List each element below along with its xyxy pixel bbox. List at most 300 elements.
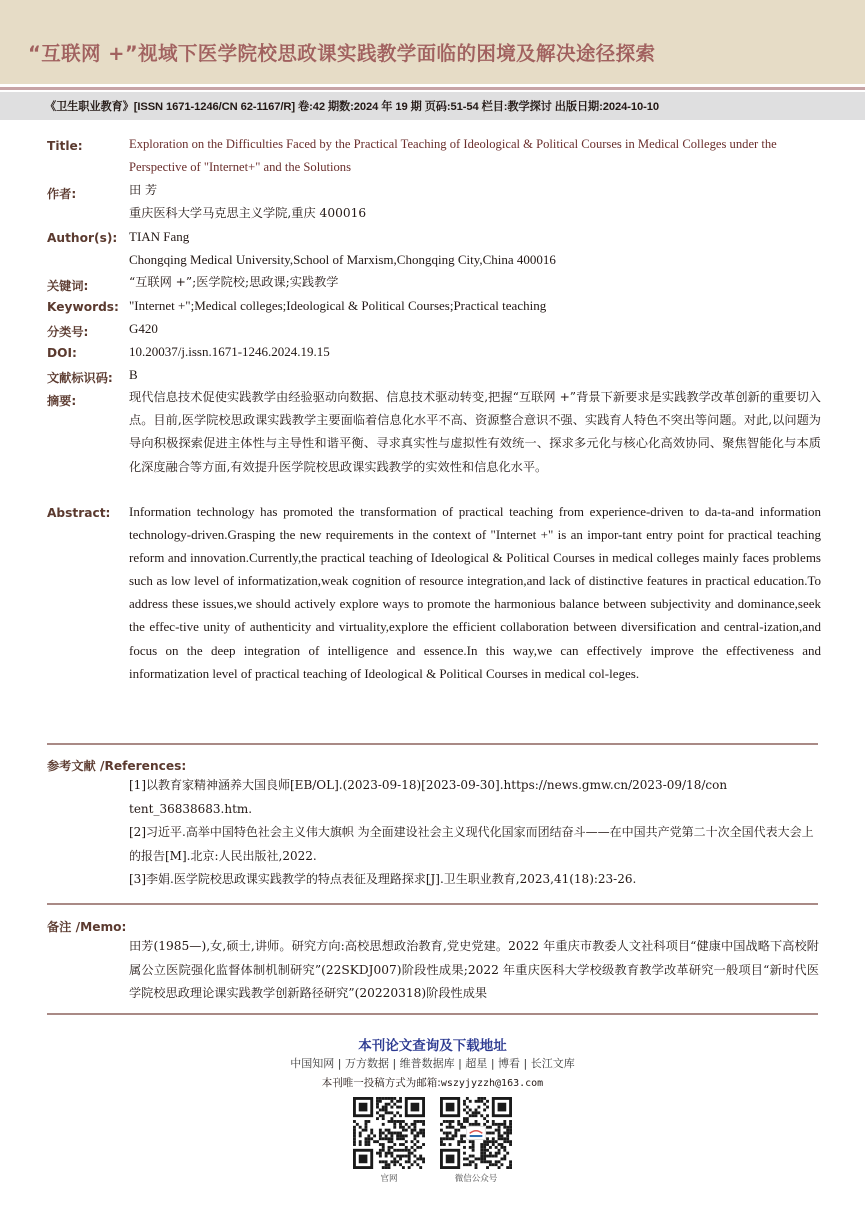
qr-module — [483, 1157, 486, 1160]
qr-module — [390, 1097, 393, 1100]
doi-value[interactable]: 10.20037/j.issn.1671-1246.2024.19.15 — [129, 344, 330, 359]
qr-module — [452, 1134, 455, 1137]
qr-module — [382, 1137, 385, 1140]
qr-module — [463, 1120, 466, 1123]
qr-module — [365, 1137, 368, 1140]
qr-module — [440, 1129, 443, 1132]
email-address[interactable]: wszyjyzzh@163.com — [440, 1078, 544, 1089]
qr-module — [475, 1123, 478, 1126]
qr-module — [463, 1100, 466, 1103]
qr-module — [475, 1100, 478, 1103]
qr-module — [509, 1129, 512, 1132]
keywords-en-value: "Internet +";Medical colleges;Ideological & Political Courses;Practical teaching — [129, 298, 547, 313]
footer-databases: 中国知网 | 万方数据 | 维普数据库 | 超星 | 博看 | 长江文库 — [290, 1057, 575, 1070]
qr-module — [388, 1140, 391, 1143]
qr-module — [402, 1134, 405, 1137]
qr-module — [469, 1109, 472, 1112]
qr-module — [475, 1120, 478, 1123]
article-title: “互联网 +”视域下医学院校思政课实践教学面临的困境及解决途径探索 — [28, 42, 656, 65]
qr-module — [411, 1146, 414, 1149]
qr-module — [373, 1134, 376, 1137]
qr-module — [446, 1134, 449, 1137]
qr-module — [390, 1146, 393, 1149]
qr-module — [388, 1146, 391, 1149]
qr-module — [399, 1149, 402, 1152]
qr-module — [390, 1132, 393, 1135]
qr-module — [498, 1132, 501, 1135]
qr-module — [483, 1097, 486, 1100]
qr-module — [503, 1123, 506, 1126]
qr-module — [353, 1143, 356, 1146]
qr-module — [486, 1155, 489, 1158]
qr-module — [498, 1166, 501, 1169]
qr-finder-center — [498, 1103, 507, 1112]
qr-module — [469, 1123, 472, 1126]
qr-module — [399, 1126, 402, 1129]
qr-module — [498, 1137, 501, 1140]
qr-module — [390, 1140, 393, 1143]
qr-module — [388, 1120, 391, 1123]
memo-label: 备注 /Memo: — [47, 920, 127, 934]
qr-module — [498, 1143, 501, 1146]
qr-module — [463, 1103, 466, 1106]
qr-module — [419, 1157, 422, 1160]
qr-module — [388, 1163, 391, 1166]
qr-module — [419, 1132, 422, 1135]
keywords-en-label: Keywords: — [47, 300, 119, 314]
qr-module — [492, 1163, 495, 1166]
qr-module — [483, 1123, 486, 1126]
qr-module — [500, 1134, 503, 1137]
qr-module — [495, 1129, 498, 1132]
qr-module — [460, 1134, 463, 1137]
qr-module — [353, 1140, 356, 1143]
qr-module — [379, 1160, 382, 1163]
qr-module — [385, 1106, 388, 1109]
qr-module — [472, 1140, 475, 1143]
qr-module — [399, 1123, 402, 1126]
footer-email-line — [0, 1075, 865, 1090]
qr-module — [500, 1123, 503, 1126]
qr-module — [396, 1120, 399, 1123]
qr-module — [495, 1160, 498, 1163]
qr-module — [413, 1120, 416, 1123]
qr-module — [385, 1109, 388, 1112]
qr-module — [353, 1134, 356, 1137]
qr-module — [382, 1117, 385, 1120]
qr-module — [405, 1155, 408, 1158]
qr-module — [379, 1155, 382, 1158]
qr-module — [393, 1123, 396, 1126]
qr-module — [466, 1106, 469, 1109]
qr-module — [385, 1163, 388, 1166]
qr-module — [440, 1143, 443, 1146]
qr-module — [388, 1103, 391, 1106]
author-zh-affiliation: 重庆医科大学马克思主义学院,重庆 400016 — [129, 206, 367, 220]
qr-module — [422, 1120, 425, 1123]
qr-module — [500, 1157, 503, 1160]
author-zh-label: 作者: — [47, 187, 77, 201]
qr-module — [472, 1146, 475, 1149]
qr-module — [503, 1149, 506, 1152]
qr-module — [408, 1160, 411, 1163]
qr-module — [390, 1117, 393, 1120]
qr-module — [396, 1100, 399, 1103]
author-en-name: TIAN Fang — [129, 229, 190, 244]
qr-module — [472, 1143, 475, 1146]
qr-module — [480, 1097, 483, 1100]
qr-module — [353, 1129, 356, 1132]
references-label: 参考文献 /References: — [47, 759, 187, 773]
qr-module — [365, 1140, 368, 1143]
qr-module — [411, 1163, 414, 1166]
qr-module — [390, 1111, 393, 1114]
qr-module — [367, 1120, 370, 1123]
reference-item: [3]李娟.医学院校思政课实践教学的特点表征及理路探求[J].卫生职业教育,2023,41(18):23-26. — [129, 872, 637, 886]
qr-module — [480, 1155, 483, 1158]
qr-module — [506, 1137, 509, 1140]
abstract-zh-label: 摘要: — [47, 394, 77, 408]
qr-module — [402, 1166, 405, 1169]
qr-module — [411, 1152, 414, 1155]
qr-module — [463, 1117, 466, 1120]
qr-module — [385, 1166, 388, 1169]
qr-module — [382, 1160, 385, 1163]
qr-module — [495, 1146, 498, 1149]
qr-code-icon — [353, 1097, 425, 1169]
qr-module — [396, 1149, 399, 1152]
keywords-zh-value: “互联网 +”;医学院校;思政课;实践教学 — [129, 275, 339, 289]
references-divider — [47, 743, 818, 745]
doi-label: DOI: — [47, 346, 77, 360]
qr-module — [365, 1129, 368, 1132]
qr-module — [376, 1097, 379, 1100]
author-en-label: Author(s): — [47, 231, 118, 245]
qr-module — [365, 1143, 368, 1146]
classification-value: G420 — [129, 321, 158, 336]
qr-module — [452, 1120, 455, 1123]
qr-module — [489, 1155, 492, 1158]
qr-module — [388, 1111, 391, 1114]
qr-module — [443, 1120, 446, 1123]
qr-module — [393, 1097, 396, 1100]
qr-module — [472, 1123, 475, 1126]
qr-module — [454, 1132, 457, 1135]
qr-module — [359, 1143, 362, 1146]
qr-module — [498, 1129, 501, 1132]
qr-module — [419, 1166, 422, 1169]
qr-module — [449, 1132, 452, 1135]
qr-module — [489, 1152, 492, 1155]
qr-module — [498, 1152, 501, 1155]
qr-module — [503, 1157, 506, 1160]
qr-module — [463, 1134, 466, 1137]
qr-module — [472, 1111, 475, 1114]
qr-module — [495, 1163, 498, 1166]
qr-module — [390, 1152, 393, 1155]
qr-module — [382, 1166, 385, 1169]
qr-module — [370, 1137, 373, 1140]
abstract-zh-value: 现代信息技术促使实践教学由经验驱动向数据、信息技术驱动转变,把握“互联网 +”背景下新要求是实践教学改革创新的重要切入点。目前,医学院校思政课实践教学主要面临着信息化水平不高、资源整合意识不强、实践育人特色不突出等问题。对此,以问题为导向积极探索促进主体性与主导性和谐平衡、寻求真实性与虚拟性有效统一、探求多元化与核心化高效协同、聚焦智能化与本质化深度融合等方面,有效提升医学院校思政课实践教学的实效性和信息化水平。 — [129, 390, 821, 474]
qr-module — [399, 1137, 402, 1140]
qr-module — [376, 1106, 379, 1109]
qr-module — [388, 1132, 391, 1135]
qr-module — [480, 1152, 483, 1155]
qr-finder-center — [446, 1103, 455, 1112]
qr-module — [460, 1123, 463, 1126]
qr-module — [419, 1155, 422, 1158]
qr-module — [489, 1163, 492, 1166]
qr-module — [486, 1126, 489, 1129]
abstract-en-label: Abstract: — [47, 506, 111, 520]
classification-label: 分类号: — [47, 325, 89, 339]
qr-module — [483, 1160, 486, 1163]
qr-module — [382, 1114, 385, 1117]
qr-module — [472, 1160, 475, 1163]
qr-module — [390, 1137, 393, 1140]
qr-module — [486, 1149, 489, 1152]
qr-module — [405, 1123, 408, 1126]
qr-module — [411, 1129, 414, 1132]
author-zh-name: 田 芳 — [129, 183, 158, 197]
header-divider — [0, 87, 865, 90]
qr-module — [408, 1157, 411, 1160]
qr-module — [399, 1132, 402, 1135]
qr-module — [475, 1157, 478, 1160]
qr-module — [365, 1123, 368, 1126]
qr-module — [393, 1132, 396, 1135]
qr-module — [367, 1134, 370, 1137]
title-value: Exploration on the Difficulties Faced by the Practical Teaching of Ideological & Political Courses in Medical Colleges under the Perspective of "Internet+" and the Solutions — [129, 137, 777, 174]
qr-module — [472, 1149, 475, 1152]
qr-module — [416, 1163, 419, 1166]
qr-module — [396, 1160, 399, 1163]
qr-module — [457, 1129, 460, 1132]
qr-module — [463, 1152, 466, 1155]
qr-module — [399, 1097, 402, 1100]
qr-module — [376, 1111, 379, 1114]
qr-module — [469, 1140, 472, 1143]
qr-module — [506, 1140, 509, 1143]
qr-module — [492, 1155, 495, 1158]
references-list — [129, 774, 819, 892]
qr-module — [405, 1160, 408, 1163]
qr-module — [388, 1152, 391, 1155]
qr-module — [356, 1123, 359, 1126]
qr-module — [388, 1129, 391, 1132]
email-prefix: 本刊唯一投稿方式为邮箱: — [321, 1077, 441, 1089]
qr-module — [449, 1126, 452, 1129]
qr-module — [509, 1126, 512, 1129]
qr-module — [469, 1146, 472, 1149]
memo-divider — [47, 903, 818, 905]
qr-module — [486, 1120, 489, 1123]
qr-module — [416, 1140, 419, 1143]
qr-module — [390, 1134, 393, 1137]
qr-module — [393, 1120, 396, 1123]
qr-module — [475, 1109, 478, 1112]
qr-module — [503, 1155, 506, 1158]
qr-module — [422, 1143, 425, 1146]
qr-module — [353, 1132, 356, 1135]
qr-module — [457, 1123, 460, 1126]
qr-module — [411, 1132, 414, 1135]
qr-module — [408, 1155, 411, 1158]
qr-finder-center — [411, 1103, 420, 1112]
qr-module — [500, 1146, 503, 1149]
qr-module — [495, 1123, 498, 1126]
qr-module — [379, 1143, 382, 1146]
qr-module — [422, 1157, 425, 1160]
qr-module — [449, 1137, 452, 1140]
qr-module — [419, 1146, 422, 1149]
qr-module — [457, 1140, 460, 1143]
qr-module — [385, 1134, 388, 1137]
qr-module — [509, 1163, 512, 1166]
footer-divider — [47, 1013, 818, 1015]
qr-module — [486, 1160, 489, 1163]
qr-module — [506, 1126, 509, 1129]
qr-module — [396, 1134, 399, 1137]
qr-module — [399, 1120, 402, 1123]
qr-module — [379, 1109, 382, 1112]
qr-module — [379, 1137, 382, 1140]
qr-module — [460, 1137, 463, 1140]
qr-module — [422, 1132, 425, 1135]
qr-module — [503, 1146, 506, 1149]
qr-module — [390, 1120, 393, 1123]
qr-module — [506, 1166, 509, 1169]
qr-module — [367, 1137, 370, 1140]
qr-module — [416, 1146, 419, 1149]
qr-module — [475, 1111, 478, 1114]
qr-module — [480, 1100, 483, 1103]
qr-module — [463, 1126, 466, 1129]
qr-module — [385, 1129, 388, 1132]
qr-module — [422, 1123, 425, 1126]
qr-module — [419, 1120, 422, 1123]
qr-module — [475, 1114, 478, 1117]
qr-module — [457, 1120, 460, 1123]
qr-finder-center — [359, 1103, 368, 1112]
qr-module — [373, 1140, 376, 1143]
qr-module — [443, 1137, 446, 1140]
qr-module — [460, 1126, 463, 1129]
qr-module — [466, 1111, 469, 1114]
qr-module — [480, 1143, 483, 1146]
qr-module — [454, 1129, 457, 1132]
qr-module — [475, 1166, 478, 1169]
qr-module — [480, 1160, 483, 1163]
qr-module — [385, 1137, 388, 1140]
qr-module — [388, 1166, 391, 1169]
qr-module — [402, 1149, 405, 1152]
qr-module — [388, 1097, 391, 1100]
qr-module — [463, 1157, 466, 1160]
qr-module — [457, 1143, 460, 1146]
qr-module — [506, 1152, 509, 1155]
qr-module — [477, 1106, 480, 1109]
qr-module — [500, 1143, 503, 1146]
qr-module — [469, 1114, 472, 1117]
qr-module — [460, 1140, 463, 1143]
qr-module — [500, 1163, 503, 1166]
qr-module — [367, 1143, 370, 1146]
qr-module — [477, 1157, 480, 1160]
qr-module — [509, 1166, 512, 1169]
reference-item: [2]习近平.高举中国特色社会主义伟大旗帜 为全面建设社会主义现代化国家而团结奋斗——在中国共产党第二十次全国代表大会上的报告[M].北京:人民出版社,2022. — [129, 825, 814, 863]
qr-module — [483, 1149, 486, 1152]
qr-module — [402, 1143, 405, 1146]
qr-module — [376, 1140, 379, 1143]
qr-module — [396, 1137, 399, 1140]
qr-module — [509, 1123, 512, 1126]
qr-module — [393, 1143, 396, 1146]
qr-module — [466, 1157, 469, 1160]
qr-module — [503, 1140, 506, 1143]
qr-module — [385, 1103, 388, 1106]
qr-module — [411, 1123, 414, 1126]
title-label: Title: — [47, 139, 83, 153]
qr-module — [463, 1140, 466, 1143]
qr-module — [452, 1137, 455, 1140]
qr-module — [422, 1160, 425, 1163]
qr-module — [376, 1103, 379, 1106]
qr-module — [483, 1103, 486, 1106]
qr-module — [422, 1129, 425, 1132]
qr-module — [379, 1100, 382, 1103]
qr-module — [402, 1129, 405, 1132]
qr-module — [486, 1132, 489, 1135]
qr-module — [402, 1155, 405, 1158]
qr-module — [367, 1140, 370, 1143]
qr-module — [486, 1100, 489, 1103]
reference-item: [1]以教育家精神涵养大国良师[EB/OL].(2023-09-18)[2023-09-30].https://news.gmw.cn/2023-09/18/con tent_36838683.htm. — [129, 778, 728, 816]
qr-module — [495, 1155, 498, 1158]
qr-module — [382, 1097, 385, 1100]
qr-module — [376, 1152, 379, 1155]
qr-module — [477, 1123, 480, 1126]
qr-module — [472, 1114, 475, 1117]
qr-module — [376, 1100, 379, 1103]
qr-module — [466, 1120, 469, 1123]
qr-module — [480, 1149, 483, 1152]
qr-module — [399, 1106, 402, 1109]
keywords-zh-label: 关键词: — [47, 279, 89, 293]
qr-module — [480, 1114, 483, 1117]
qr-module — [480, 1146, 483, 1149]
qr-module — [353, 1137, 356, 1140]
qr-module — [498, 1160, 501, 1163]
qr-module — [370, 1132, 373, 1135]
qr-module — [483, 1152, 486, 1155]
qr-module — [416, 1120, 419, 1123]
qr-module — [495, 1140, 498, 1143]
qr-module — [452, 1126, 455, 1129]
qr-module — [399, 1100, 402, 1103]
qr-module — [469, 1160, 472, 1163]
qr-module — [503, 1132, 506, 1135]
qr-module — [379, 1114, 382, 1117]
qr-module — [396, 1132, 399, 1135]
doc-code-value: B — [129, 367, 138, 382]
qr-module — [393, 1103, 396, 1106]
qr-module — [365, 1120, 368, 1123]
qr-module — [379, 1132, 382, 1135]
logo-bar — [470, 1135, 483, 1137]
qr-module — [495, 1152, 498, 1155]
qr-module — [385, 1111, 388, 1114]
